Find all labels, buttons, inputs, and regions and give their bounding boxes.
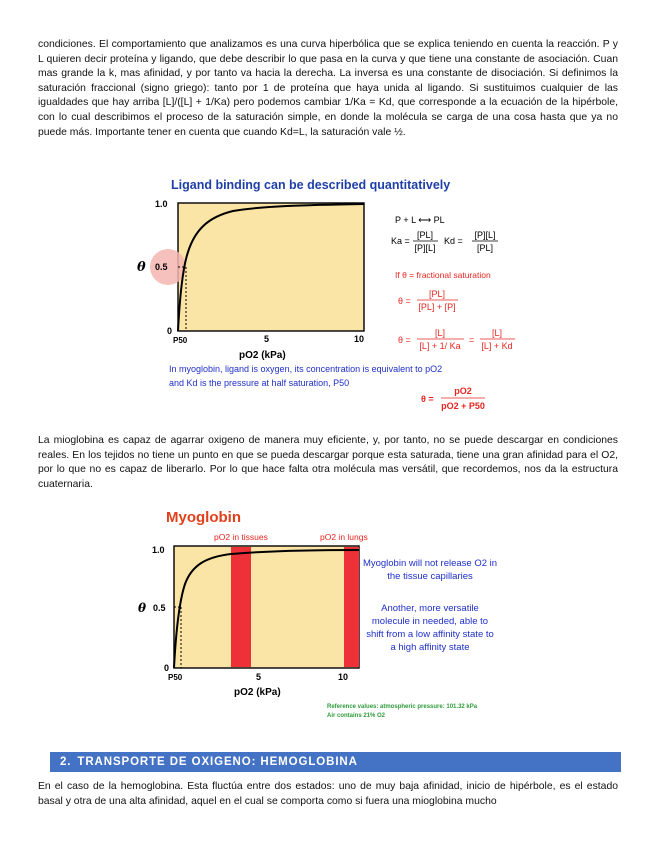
figure1-eq1-num: [PL] bbox=[428, 289, 446, 299]
figure1-reaction: P + L ⟷ PL bbox=[395, 215, 445, 225]
figure1-y-symbol: θ bbox=[137, 260, 146, 275]
figure1-ytick-1: 1.0 bbox=[155, 199, 168, 209]
figure1-xtick-10: 10 bbox=[354, 334, 365, 344]
figure2-band-lungs-label: pO2 in lungs bbox=[320, 532, 368, 542]
figure1-eq2-den2: [L] + Kd bbox=[481, 341, 513, 351]
figure2-xtick-5: 5 bbox=[256, 672, 262, 682]
figure2-ytick-1: 1.0 bbox=[152, 545, 165, 555]
figure1-kd-den: [PL] bbox=[476, 243, 494, 253]
figure1-ytick-05: 0.5 bbox=[155, 262, 168, 272]
figure1-x-label: pO2 (kPa) bbox=[239, 350, 286, 361]
figure2-note2-line4: a high affinity state bbox=[390, 642, 470, 653]
figure1-eq3-num: pO2 bbox=[454, 386, 472, 396]
figure-ligand-binding bbox=[133, 172, 523, 422]
figure1-theta-def: If θ = fractional saturation bbox=[395, 270, 491, 280]
figure2-plot-area bbox=[174, 546, 359, 668]
figure2-ytick-0: 0 bbox=[164, 663, 170, 673]
figure1-eq2-mid: = bbox=[469, 335, 475, 345]
figure1-eq2-den1: [L] + 1/ Ka bbox=[419, 341, 461, 351]
figure2-xtick-10: 10 bbox=[338, 672, 349, 682]
figure1-eq2-lhs: θ = bbox=[398, 335, 411, 345]
figure1-title: Ligand binding can be described quantitatively bbox=[171, 178, 451, 192]
figure-myoglobin bbox=[136, 502, 526, 724]
figure1-eq3-den: pO2 + P50 bbox=[441, 401, 485, 411]
figure1-eq1-den: [PL] + [P] bbox=[418, 302, 456, 312]
figure2-note1-line1: Myoglobin will not release O2 in bbox=[362, 558, 498, 569]
figure1-ka-den: [P][L] bbox=[414, 243, 436, 253]
figure1-note-line1: In myoglobin, ligand is oxygen, its concentration is equivalent to pO2 bbox=[169, 364, 443, 374]
figure2-note2-line1: Another, more versatile bbox=[381, 603, 479, 614]
figure2-title: Myoglobin bbox=[166, 509, 241, 526]
figure1-kd-num: [P][L] bbox=[474, 230, 496, 240]
figure1-eq2-num1: [L] bbox=[434, 328, 446, 338]
section-number: 2. bbox=[60, 756, 72, 768]
figure2-ref-line2: Air contains 21% O2 bbox=[327, 713, 386, 719]
figure1-plot-area bbox=[178, 203, 364, 331]
figure1-note-line2: and Kd is the pressure at half saturation, P50 bbox=[169, 378, 350, 388]
figure2-x-label: pO2 (kPa) bbox=[234, 687, 281, 698]
figure2-band-tissues bbox=[231, 547, 251, 667]
figure1-ytick-0: 0 bbox=[167, 326, 173, 336]
paragraph-hemoglobin: En el caso de la hemoglobina. Esta fluctúa entre dos estados: uno de muy baja afinidad, inicio de hipérbole, es el estado basal y otra de una alta afinidad, aquel en el cual se comporta como si fuera una mioglobina mucho bbox=[38, 781, 618, 807]
figure2-ref-line1: Reference values: atmospheric pressure: 101.32 kPa bbox=[327, 704, 478, 710]
figure1-p50-label: P50 bbox=[173, 336, 188, 345]
figure2-band-tissues-label: pO2 in tissues bbox=[214, 532, 268, 542]
figure2-ytick-05: 0.5 bbox=[153, 603, 166, 613]
figure1-eq3-lhs: θ = bbox=[421, 394, 434, 404]
figure1-kd-lhs: Kd = bbox=[444, 236, 463, 246]
figure2-note1-line2: the tissue capillaries bbox=[387, 571, 473, 582]
figure1-xtick-5: 5 bbox=[264, 334, 270, 344]
section-title: TRANSPORTE DE OXIGENO: HEMOGLOBINA bbox=[77, 756, 358, 768]
section-header bbox=[50, 752, 621, 772]
paragraph-intro: condiciones. El comportamiento que analizamos es una curva hiperbólica que se explica teniendo en cuenta la reacción. P y L quieren decir proteína y ligando, que debe describir lo que pasa en la curva y que tiene una constante de asociación. Cuan mas grande la k, mas afinidad, y por tanto va hacia la derecha. La inversa es una constante de disociación. Si definimos la saturación fraccional (signo griego): tanto por 1 de proteína que haya unida al ligando. Si sustituimos cualquier de las igualdades que hay arriba [L]/([L] + 1/Ka) pero podemos cambiar 1/Ka = Kd, que corresponde a la ecuación de la hipérbole, con lo cual describimos el proceso de la saturación simple, en donde la molécula se carga de una cosa hasta que ya no puede más. Importante tener en cuenta que cuando Kd=L, la saturación vale ½. bbox=[38, 39, 618, 138]
figure2-p50-label: P50 bbox=[168, 673, 183, 682]
figure2-note2-line3: shift from a low affinity state to bbox=[366, 629, 494, 640]
figure2-note2-line2: molecule in needed, able to bbox=[371, 616, 489, 627]
figure2-band-lungs bbox=[344, 547, 359, 667]
figure1-ka-num: [PL] bbox=[416, 230, 434, 240]
paragraph-myoglobin: La mioglobina es capaz de agarrar oxigeno de manera muy eficiente, y, por tanto, no se puede descargar en condiciones reales. En los tejidos no tiene un punto en que se pueda descargar porque esta saturada, tiene una gran afinidad para el O2, por lo que no es capaz de liberarlo. Por lo que hace falta otra molécula mas versátil, que recordemos, nos da la estructura cuaternaria. bbox=[38, 435, 618, 490]
figure2-y-symbol: θ bbox=[138, 601, 147, 615]
figure1-eq1-lhs: θ = bbox=[398, 296, 411, 306]
figure1-ka-lhs: Ka = bbox=[391, 236, 410, 246]
figure1-eq2-num2: [L] bbox=[491, 328, 503, 338]
